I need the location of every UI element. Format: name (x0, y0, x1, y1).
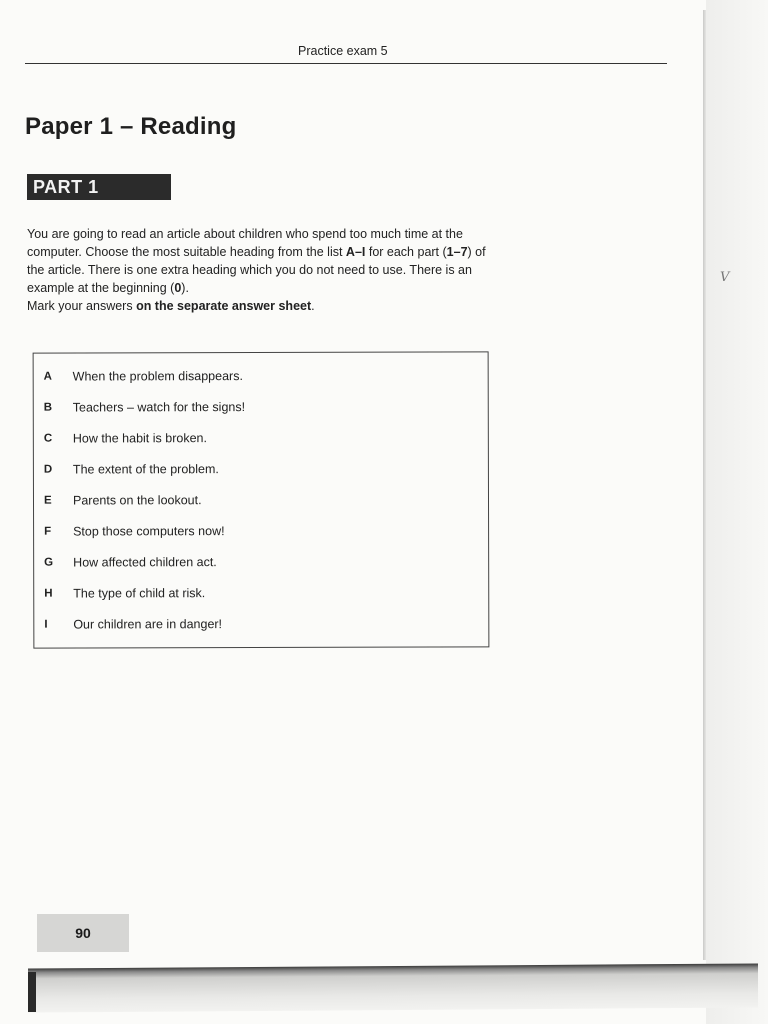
part-label: PART 1 (27, 174, 171, 200)
heading-letter: B (43, 401, 53, 414)
heading-item-f (44, 524, 245, 556)
heading-item-c (44, 431, 245, 463)
heading-text: The type of child at risk. (73, 586, 206, 601)
heading-letter: I (44, 618, 48, 631)
instructions-text-2: for each part ( (365, 245, 447, 259)
instructions-text-3: ) of the article. There is one extra heading which you do not need to use. There is an example at the beginning ( (27, 245, 486, 295)
instructions-example-number: 0 (174, 281, 182, 295)
page-number: 90 (75, 925, 91, 941)
header-rule (25, 63, 667, 64)
heading-text: Our children are in danger! (73, 617, 223, 632)
instructions-range-letters: A–I (345, 245, 366, 259)
heading-item-e (44, 493, 245, 525)
page-title: Paper 1 – Reading (25, 113, 237, 140)
instructions-range-parts: 1–7 (446, 245, 468, 259)
instructions-text-6: . (311, 299, 315, 313)
heading-letter: G (44, 556, 54, 569)
headings-box (33, 351, 490, 648)
headings-list (44, 369, 246, 649)
scan-corner-shadow (28, 972, 36, 1012)
heading-letter: A (43, 370, 53, 383)
heading-item-a (44, 369, 245, 401)
heading-item-g (44, 555, 245, 587)
instructions-text-1: You are going to read an article about children who spend too much time at the computer. Choose the most suitable heading from the list (27, 227, 463, 259)
instructions-answer-sheet: on the separate answer sheet (136, 299, 312, 313)
heading-item-d (44, 462, 245, 494)
binding-shadow (706, 0, 768, 1024)
running-head: Practice exam 5 (298, 44, 388, 58)
heading-item-h (44, 586, 245, 618)
instructions-text-5: Mark your answers (27, 299, 137, 313)
heading-letter: H (44, 587, 53, 600)
binding-edge (703, 10, 706, 960)
instructions-text-4: ). (181, 281, 189, 295)
scan-bottom-edge (28, 963, 758, 1012)
heading-text: When the problem disappears. (72, 369, 243, 384)
margin-pencil-mark: V (720, 270, 730, 285)
heading-letter: E (43, 494, 52, 507)
heading-letter: D (43, 463, 53, 476)
heading-text: How the habit is broken. (72, 431, 207, 446)
heading-text: The extent of the problem. (72, 462, 219, 477)
heading-text: Teachers – watch for the signs! (72, 400, 246, 415)
instructions (27, 225, 497, 315)
heading-item-i (44, 617, 245, 649)
heading-text: How affected children act. (73, 555, 217, 570)
heading-letter: F (44, 525, 52, 538)
page-number-box (37, 914, 129, 952)
heading-text: Parents on the lookout. (72, 493, 202, 508)
heading-text: Stop those computers now! (73, 524, 225, 539)
heading-letter: C (43, 432, 53, 445)
heading-item-b (44, 400, 245, 432)
